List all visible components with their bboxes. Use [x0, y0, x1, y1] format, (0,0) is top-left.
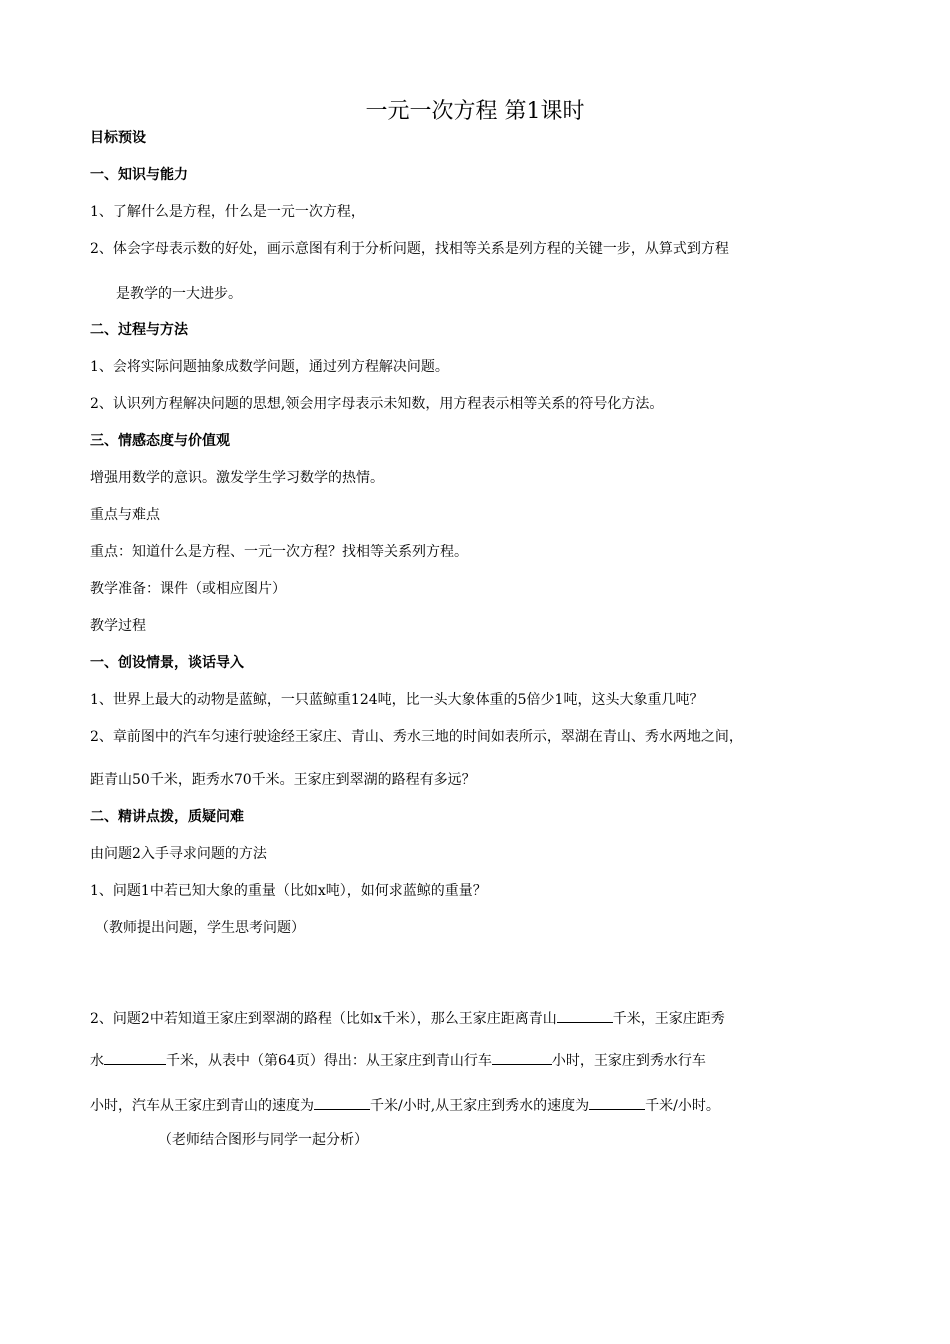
section1-item1: 1、了解什么是方程，什么是一元一次方程，: [90, 204, 365, 220]
q2-line1-text-a: 2、问题2中若知道王家庄到翠湖的路程（比如x千米），那么王家庄距离青山: [90, 1011, 557, 1027]
section2-heading: 二、过程与方法: [90, 322, 188, 338]
part2-note2: （老师结合图形与同学一起分析）: [158, 1132, 368, 1148]
q2-line2-text-b: 千米，从表中（第64页）得出：从王家庄到青山行车: [166, 1053, 492, 1069]
part1-question2-line1: 2、章前图中的汽车匀速行驶途经王家庄、青山、秀水三地的时间如表所示，翠湖在青山、秀水两地之间，: [90, 729, 743, 745]
part2-question2-line2: [90, 1048, 880, 1072]
goals-heading: 目标预设: [90, 130, 146, 146]
document-title: 一元一次方程 第1课时: [365, 99, 585, 124]
part1-heading: 一、创设情景，谈话导入: [90, 655, 244, 671]
q2-line3-text-b: 千米/小时,从王家庄到秀水的速度为: [370, 1098, 590, 1114]
section3-text: 增强用数学的意识。激发学生学习数学的热情。: [90, 470, 384, 486]
section1-heading: 一、知识与能力: [90, 167, 188, 183]
part2-intro: 由问题2入手寻求问题的方法: [90, 846, 267, 862]
q2-line3-text-c: 千米/小时。: [645, 1098, 720, 1114]
part2-question1: 1、问题1中若已知大象的重量（比如x吨），如何求蓝鲸的重量？: [90, 883, 487, 899]
blank-time-qingshan[interactable]: [492, 1048, 552, 1065]
q2-line2-text-c: 小时，王家庄到秀水行车: [551, 1053, 706, 1069]
blank-speed-xiushui[interactable]: [589, 1093, 645, 1110]
part2-question2-line3: [90, 1093, 880, 1117]
section2-item2: 2、认识列方程解决问题的思想,领会用字母表示未知数，用方程表示相等关系的符号化方法。: [90, 396, 664, 412]
blank-distance-qingshan[interactable]: [557, 1006, 613, 1023]
blank-speed-qingshan[interactable]: [314, 1093, 370, 1110]
blank-distance-xiushui[interactable]: [104, 1048, 166, 1065]
q2-line2-text-a: 水: [90, 1053, 104, 1069]
part1-question2-line2: 距青山50千米，距秀水70千米。王家庄到翠湖的路程有多远？: [90, 772, 476, 788]
section2-item1: 1、会将实际问题抽象成数学问题，通过列方程解决问题。: [90, 359, 449, 375]
q2-line3-text-a: 小时，汽车从王家庄到青山的速度为: [90, 1098, 314, 1114]
part2-note1: （教师提出问题，学生思考问题）: [95, 920, 305, 936]
key-points-text: 重点：知道什么是方程、一元一次方程？找相等关系列方程。: [90, 544, 468, 560]
section1-item2-line1: 2、体会字母表示数的好处，画示意图有利于分析问题，找相等关系是列方程的关键一步，从算式到方程: [90, 241, 729, 257]
process-heading: 教学过程: [90, 618, 146, 634]
key-points-heading: 重点与难点: [90, 507, 160, 523]
section3-heading: 三、情感态度与价值观: [90, 433, 230, 449]
part2-heading: 二、精讲点拨，质疑问难: [90, 809, 244, 825]
q2-line1-text-b: 千米，王家庄距秀: [612, 1011, 725, 1027]
section1-item2-line2: 是教学的一大进步。: [116, 286, 242, 302]
teaching-prep: 教学准备：课件（或相应图片）: [90, 581, 286, 597]
part2-question2-line1: [90, 1006, 880, 1030]
part1-question1: 1、世界上最大的动物是蓝鲸，一只蓝鲸重124吨，比一头大象体重的5倍少1吨，这头大象重几吨？: [90, 692, 704, 708]
